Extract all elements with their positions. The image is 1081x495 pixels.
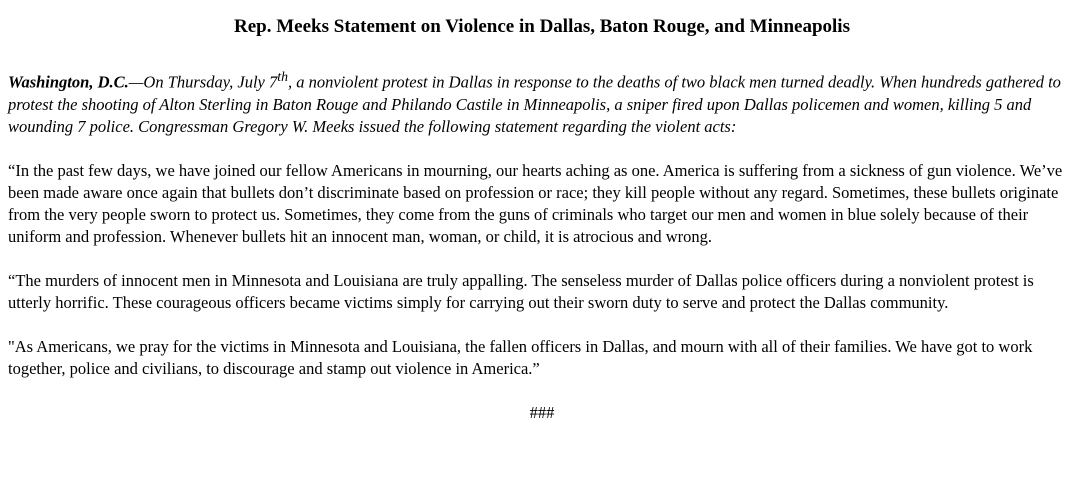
- statement-paragraph-3: "As Americans, we pray for the victims in Minnesota and Louisiana, the fallen officers in Dallas, and mourn with all of their families. We have got to work together, police and civilians, to discourage and stamp out violence in America.”: [8, 336, 1033, 378]
- ordinal-suffix: th: [277, 69, 288, 84]
- statement-paragraph-1: “In the past few days, we have joined our fellow Americans in mourning, our hearts aching as one. America is suffering from a sickness of gun violence. We’ve been made aware once again that bullets don’t discriminate based on profession or race; they kill people without any regard. Sometimes, these bullets originate from the very people sworn to protect us. Sometimes, they come from the guns of criminals who target our men and women in blue solely because of their uniform and profession. Whenever bullets hit an innocent man, woman, or child, it is atrocious and wrong.: [8, 160, 1063, 246]
- press-release: [8, 14, 1076, 424]
- dateline: Washington, D.C.: [8, 72, 129, 92]
- intro-paragraph: [8, 66, 1076, 138]
- intro-body: , a nonviolent protest in Dallas in response to the deaths of two black men turned deadly. When hundreds gathered to protest the shooting of Alton Sterling in Baton Rouge and Philando Castile in Minneapolis, a sniper fired upon Dallas policemen and women, killing 5 and wounding 7 police. Congressman Gregory W. Meeks issued the following statement regarding the violent acts:: [8, 72, 1061, 136]
- statement-paragraph-2: “The murders of innocent men in Minnesota and Louisiana are truly appalling. The senseless murder of Dallas police officers during a nonviolent protest is utterly horrific. These courageous officers became victims simply for carrying out their sworn duty to serve and protect the Dallas community.: [8, 270, 1034, 312]
- document-title: Rep. Meeks Statement on Violence in Dallas, Baton Rouge, and Minneapolis: [234, 16, 850, 37]
- intro-lead: —On Thursday, July 7: [128, 72, 278, 92]
- end-mark: ###: [529, 402, 555, 422]
